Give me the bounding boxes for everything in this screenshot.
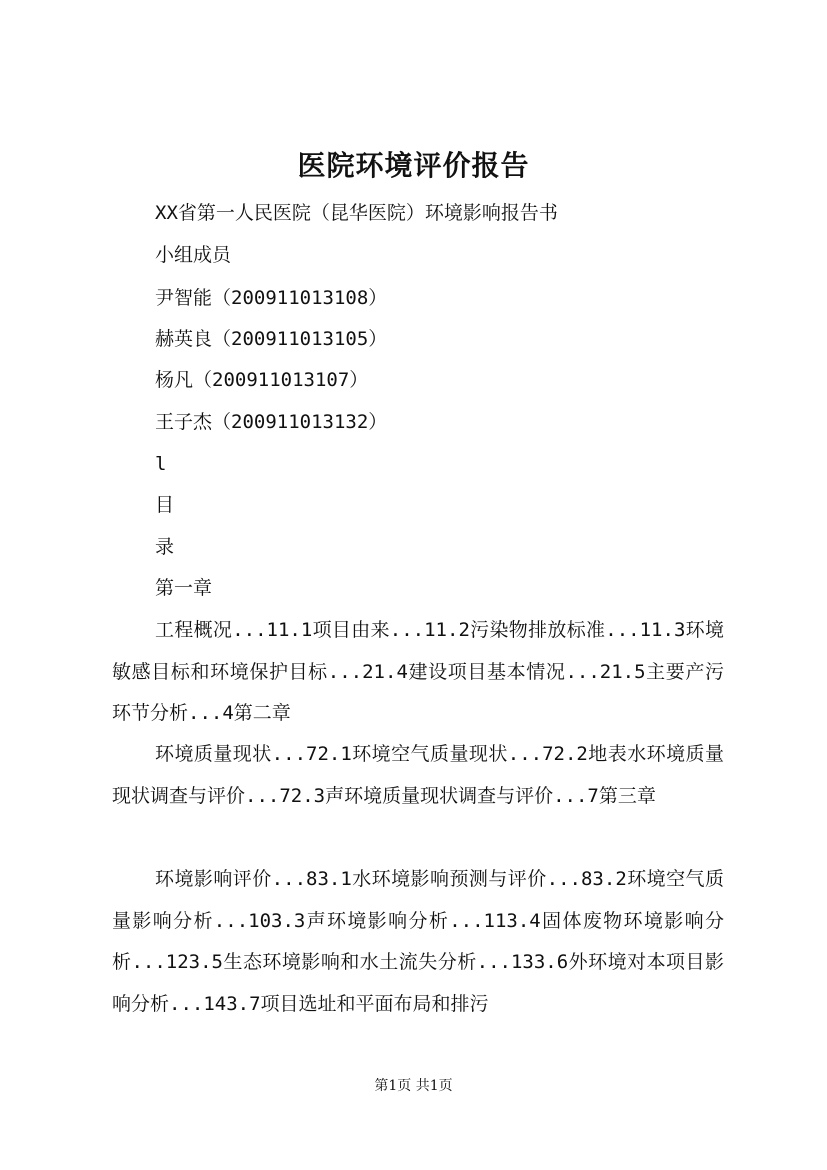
toc-paragraph: 环境质量现状...72.1环境空气质量现状...72.2地表水环境质量现状调查与评价...72.3声环境质量现状调查与评价...7第三章 [112,743,724,807]
member-line: 赫英良（200911013105） [155,328,388,350]
toc-heading-char: 录 [155,536,175,558]
member-line: 王子杰（200911013132） [155,411,388,433]
toc-paragraph: 环境影响评价...83.1水环境影响预测与评价...83.2环境空气质量影响分析...103.3声环境影响分析...113.4固体废物环境影响分析...123.5生态环境影响和水土流失分析...133.6外环境对本项目影响分析...143.7项目选址和平面布局和排污 [112,868,724,1015]
page-title: 医院环境评价报告 [297,149,530,182]
page-footer: 第1页 共1页 [374,1078,453,1094]
stray-character: l [155,453,167,475]
member-line: 尹智能（200911013108） [155,287,388,309]
toc-heading-char: 目 [155,494,175,516]
members-heading: 小组成员 [155,244,232,266]
toc-paragraph: 工程概况...11.1项目由来...11.2污染物排放标准...11.3环境敏感目标和环境保护目标...21.4建设项目基本情况...21.5主要产污环节分析...4第二章 [112,619,724,724]
report-subtitle: XX省第一人民医院（昆华医院）环境影响报告书 [155,202,558,224]
member-line: 杨凡（200911013107） [155,369,369,391]
chapter-heading: 第一章 [155,577,213,599]
